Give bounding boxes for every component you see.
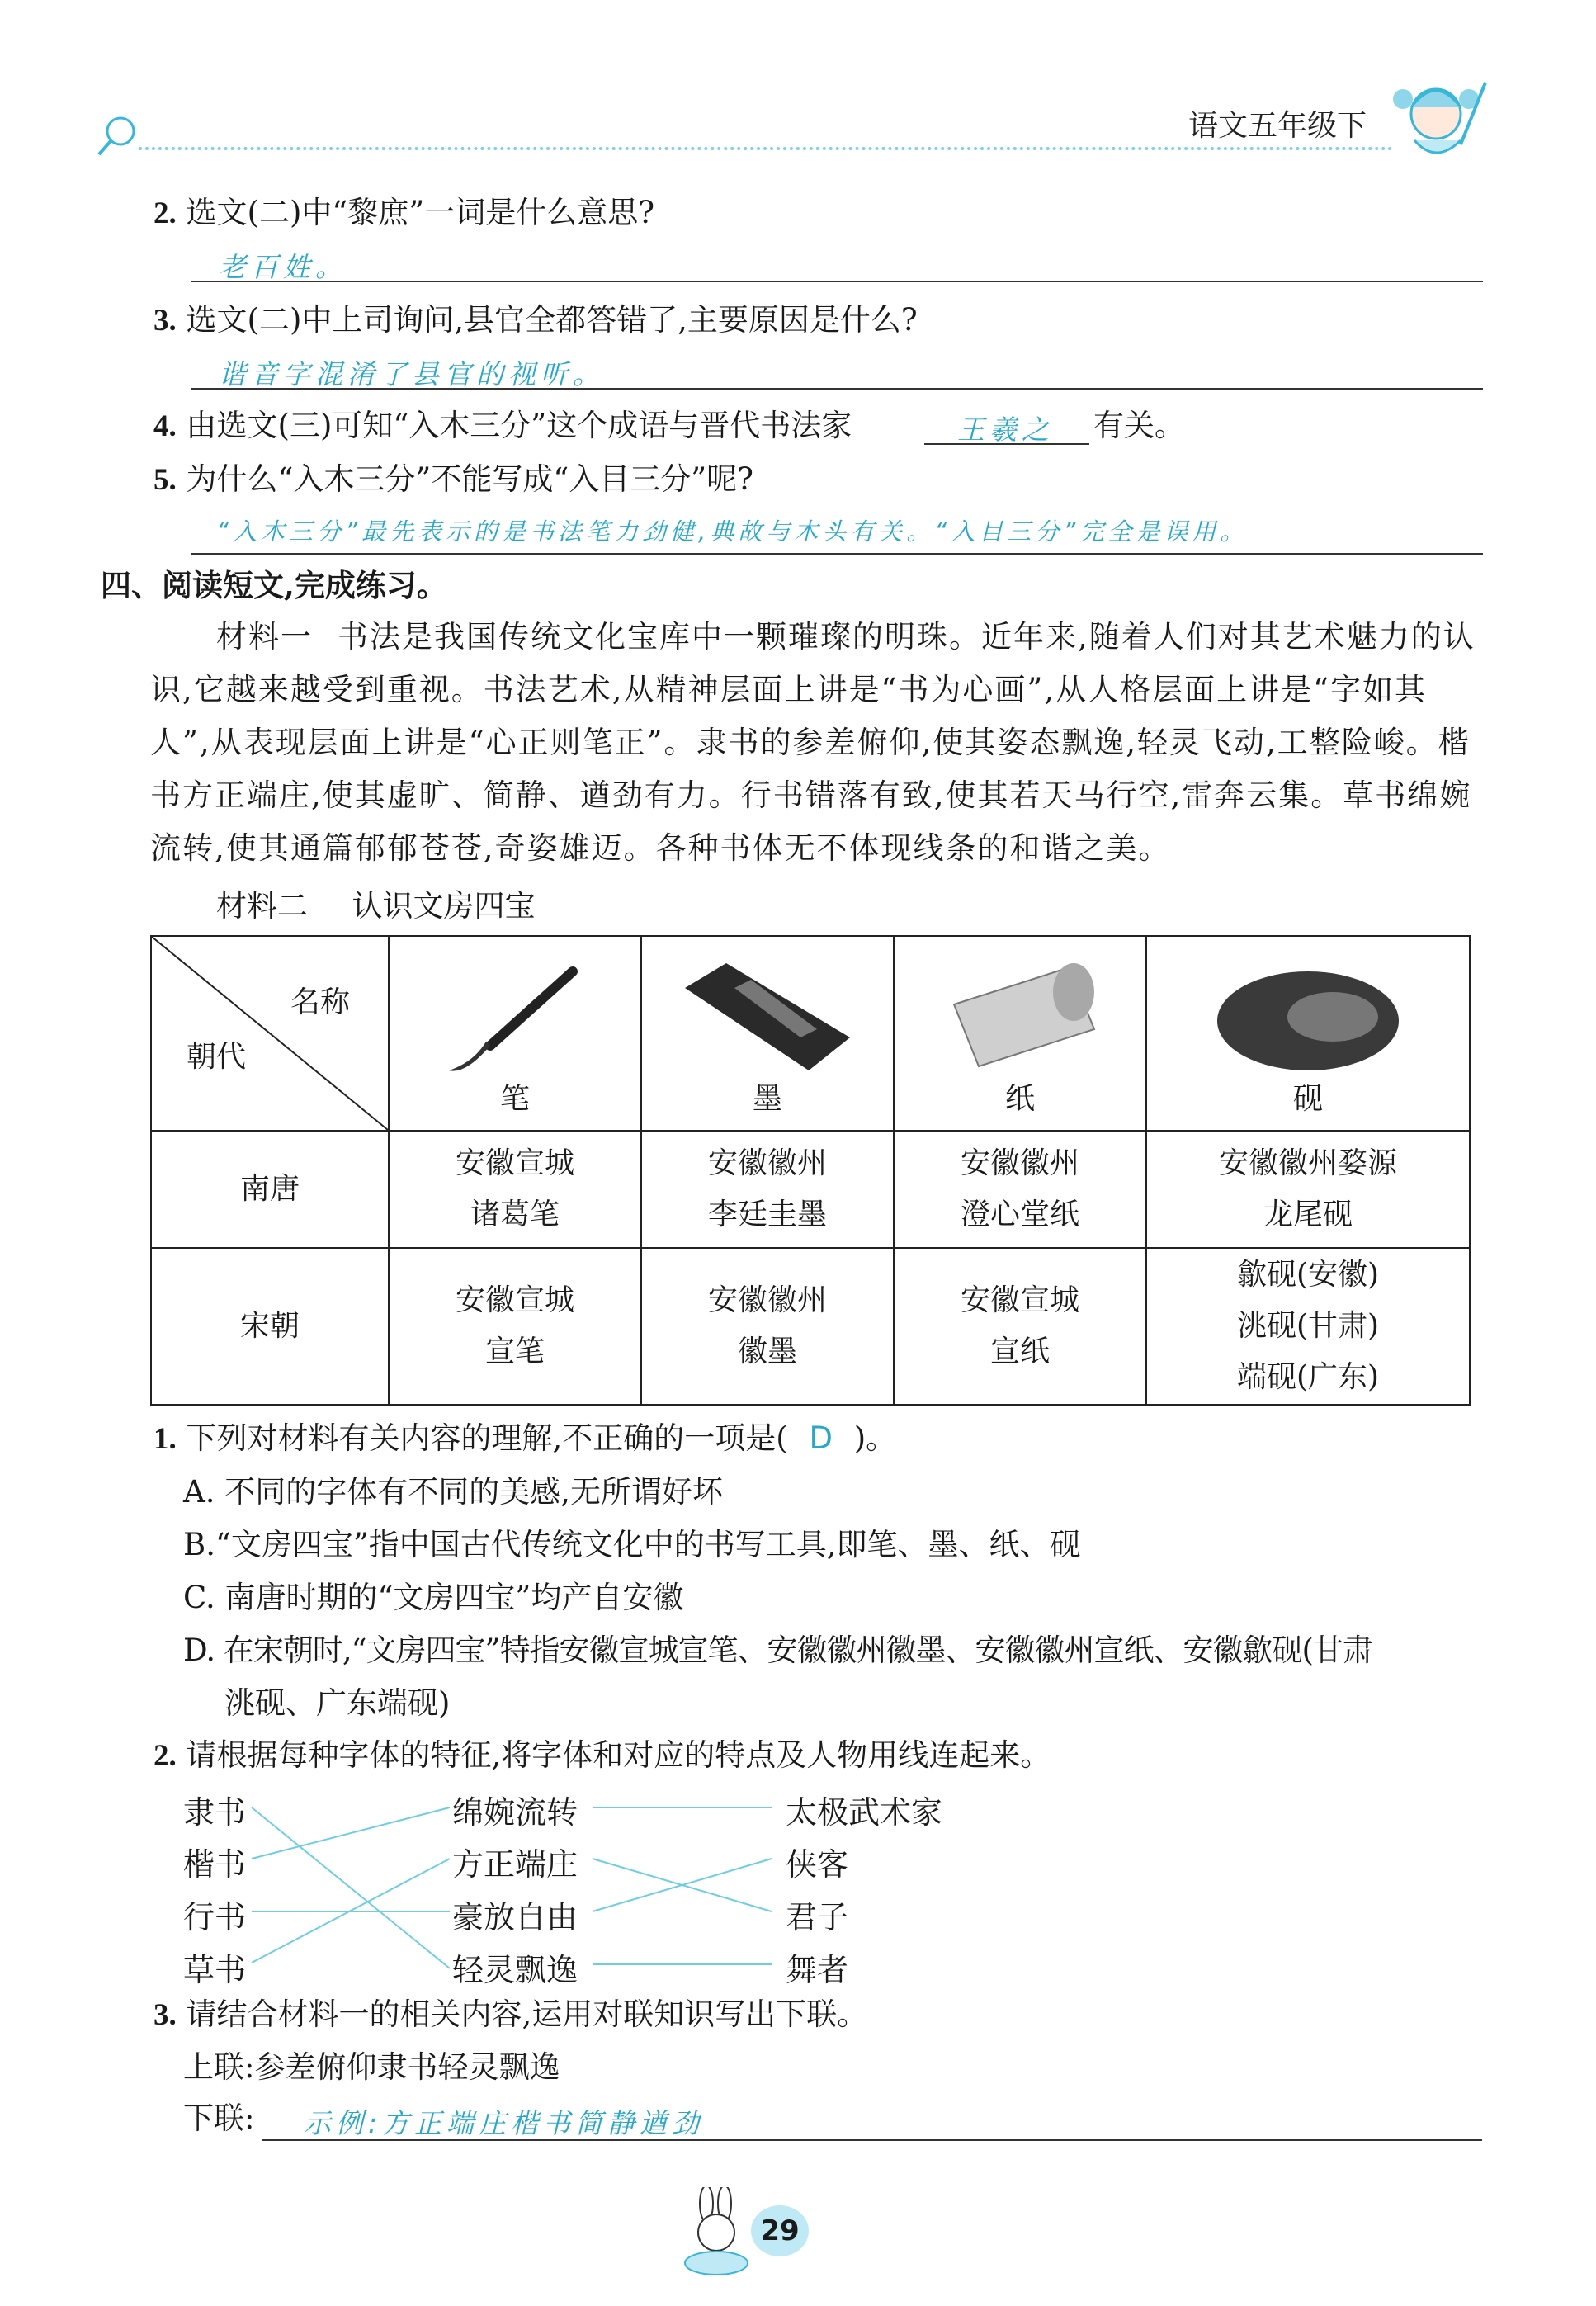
corner-bottom-label: 朝代 <box>187 1040 247 1074</box>
table-cell: 安徽宣城 诸葛笔 <box>389 1131 641 1248</box>
section-4-title: 四、阅读短文,完成练习。 <box>101 567 447 603</box>
script-style-lishu: 隶书 <box>183 1794 247 1831</box>
column-ink-label: 墨 <box>752 1082 782 1116</box>
couplet-lower-label: 下联: <box>183 2100 255 2136</box>
table-cell: 安徽宣城 宣笔 <box>389 1248 641 1405</box>
couplet-question: 3. 请结合材料一的相关内容,运用对联知识写出下联。 <box>153 1996 868 2032</box>
answer-5: “入木三分”最先表示的是书法笔力劲健,典故与木头有关。“入目三分”完全是误用。 <box>216 517 1249 546</box>
table-cell: 歙砚(安徽) 洮砚(甘肃) 端砚(广东) <box>1146 1248 1470 1405</box>
answer-4: 王羲之 <box>957 413 1054 446</box>
dynasty-cell: 宋朝 <box>151 1248 389 1405</box>
table-cell: 安徽徽州婺源 龙尾砚 <box>1146 1131 1470 1248</box>
question-2: 2. 选文(二)中“黎庶”一词是什么意思? <box>153 195 655 230</box>
header-subject: 语文五年级下 <box>1188 109 1367 143</box>
column-brush-label: 笔 <box>499 1082 530 1116</box>
script-style-kaishu: 楷书 <box>183 1846 247 1883</box>
option-c: C. 南唐时期的“文房四宝”均产自安徽 <box>183 1580 684 1615</box>
option-a: A. 不同的字体有不同的美感,无所谓好坏 <box>183 1474 724 1510</box>
couplet-upper: 上联:参差俯仰隶书轻灵飘逸 <box>183 2049 560 2085</box>
question-5: 5. 为什么“入木三分”不能写成“入目三分”呢? <box>153 461 754 497</box>
question-4-suffix: 有关。 <box>1093 408 1185 443</box>
mc-question: 1. 下列对材料有关内容的理解,不正确的一项是( D )。 <box>153 1420 897 1456</box>
match-line <box>252 1807 450 1968</box>
answer-3: 谐音字混淆了县官的视听。 <box>219 358 605 390</box>
dynasty-cell: 南唐 <box>151 1131 389 1248</box>
person-3: 君子 <box>786 1899 849 1935</box>
table-cell: 安徽宣城 宣纸 <box>894 1248 1146 1405</box>
table-cell: 安徽徽州 李廷圭墨 <box>641 1131 894 1248</box>
person-2: 侠客 <box>786 1846 849 1883</box>
question-4: 4. 由选文(三)可知“入木三分”这个成语与晋代书法家 <box>153 408 852 443</box>
matching-question: 2. 请根据每种字体的特征,将字体和对应的特点及人物用线连起来。 <box>153 1737 1051 1773</box>
option-b: B.“文房四宝”指中国古代传统文化中的书写工具,即笔、墨、纸、砚 <box>183 1527 1081 1562</box>
option-d: D. 在宋朝时,“文房四宝”特指安徽宣城宣笔、安徽徽州徽墨、安徽徽州宣纸、安徽歙砚(甘肃 <box>183 1633 1372 1668</box>
match-line <box>252 1807 450 1859</box>
trait-1: 绵婉流转 <box>452 1794 578 1831</box>
column-paper-label: 纸 <box>1004 1082 1035 1116</box>
trait-3: 豪放自由 <box>452 1899 578 1935</box>
option-d-continued: 洮砚、广东端砚) <box>224 1685 451 1721</box>
couplet-answer-line <box>262 2139 1482 2141</box>
material-1-text: 书法是我国传统文化宝库中一颗璀璨的明珠。近年来,随着人们对其艺术魅力的认识,它越来越受到重视。书法艺术,从精神层面上讲是“书为心画”,从人格层面上讲是“字如其人”,从表现层面上讲是“心正则笔正”。隶书的参差俯仰,使其姿态飘逸,轻灵飞动,工整险峻。楷书方正端庄,使其虚旷、简静、遒劲有力。行书错落有致,使其若天马行空,雷奔云集。草书绵婉流转,使其通篇郁郁苍苍,奇姿雄迈。各种书体无不体现线条的和谐之美。 <box>150 619 1476 866</box>
script-style-xingshu: 行书 <box>183 1899 247 1935</box>
page-number-badge <box>751 2205 809 2256</box>
table-cell: 安徽徽州 澄心堂纸 <box>894 1131 1146 1248</box>
trait-2: 方正端庄 <box>452 1846 578 1883</box>
answer-2: 老百姓。 <box>219 251 347 283</box>
table-cell: 安徽徽州 徽墨 <box>641 1248 894 1405</box>
person-1: 太极武术家 <box>786 1794 943 1831</box>
couplet-lower-answer: 示例:方正端庄楷书简静遒劲 <box>304 2107 705 2139</box>
column-inkstone-label: 砚 <box>1292 1082 1323 1116</box>
corner-top-label: 名称 <box>290 985 351 1019</box>
material-2-heading: 材料二 认识文房四宝 <box>216 888 536 924</box>
material-1-label: 材料一 <box>216 619 313 654</box>
trait-4: 轻灵飘逸 <box>452 1952 578 1988</box>
mc-answer: D <box>809 1420 833 1456</box>
person-4: 舞者 <box>786 1952 849 1988</box>
page-number: 29 <box>760 2214 800 2247</box>
question-3: 3. 选文(二)中上司询问,县官全都答错了,主要原因是什么? <box>153 302 918 338</box>
script-style-caoshu: 草书 <box>183 1952 247 1988</box>
